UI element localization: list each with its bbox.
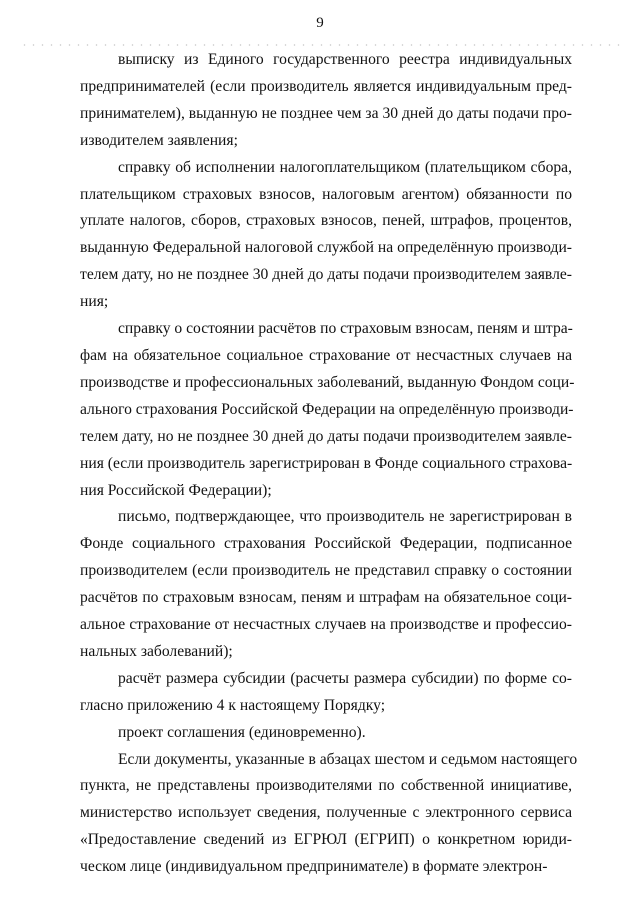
paragraph-line: альное страхование от несчастных случаев на производстве и профессио- xyxy=(80,616,572,634)
paragraph-line: ния Российской Федерации); xyxy=(80,481,272,499)
paragraph xyxy=(80,504,572,665)
paragraph xyxy=(80,747,578,882)
paragraph-line: ния (если производитель зарегистрирован в Фонде социального страхова- xyxy=(80,454,573,472)
paragraph-line: производстве и профессиональных заболеваний, выданную Фондом соци- xyxy=(80,373,575,391)
paragraph xyxy=(80,316,575,504)
paragraph xyxy=(80,47,572,155)
paragraph-line: письмо, подтверждающее, что производитель не зарегистрирован в xyxy=(118,508,572,526)
paragraph-line: производителем (если производитель не представил справку о состоянии xyxy=(80,562,572,580)
paragraph-line: Фонде социального страхования Российской Федерации, подписанное xyxy=(80,535,572,553)
paragraph xyxy=(80,666,572,720)
paragraph-line: телем дату, но не позднее 30 дней до даты подачи производителем заявле- xyxy=(80,266,572,284)
paragraph-line: нальных заболеваний); xyxy=(80,642,233,660)
paragraph-line: ния; xyxy=(80,293,109,311)
paragraph-line: телем дату, но не позднее 30 дней до даты подачи производителем заявле- xyxy=(80,427,572,445)
paragraph-line: Если документы, указанные в абзацах шестом и седьмом настоящего xyxy=(118,750,578,768)
scan-artifact-dots xyxy=(20,44,620,46)
paragraph-line: предпринимателей (если производитель является индивидуальным пред- xyxy=(80,77,572,95)
paragraph-line: уплате налогов, сборов, страховых взносов, пеней, штрафов, процентов, xyxy=(80,212,572,230)
paragraph xyxy=(80,720,572,747)
paragraph-line: принимателем), выданную не позднее чем за 30 дней до даты подачи про- xyxy=(80,104,572,122)
paragraph-line: пункта, не представлены производителями по собственной инициативе, xyxy=(80,777,572,795)
paragraph-line: изводителем заявления; xyxy=(80,131,238,149)
paragraph xyxy=(80,155,572,316)
paragraph-line: министерство использует сведения, полученные с электронного сервиса xyxy=(80,804,572,822)
paragraph-line: расчёт размера субсидии (расчеты размера субсидии) по форме со- xyxy=(118,669,572,687)
paragraph-line: справку о состоянии расчётов по страховым взносам, пеням и штра- xyxy=(118,320,573,338)
page-number: 9 xyxy=(316,15,324,31)
paragraph-line: гласно приложению 4 к настоящему Порядку; xyxy=(80,696,386,714)
paragraph-line: справку об исполнении налогоплательщиком (плательщиком сбора, xyxy=(118,158,572,176)
paragraph-line: расчётов по страховым взносам, пеням и штрафам на обязательное соци- xyxy=(80,589,572,607)
document-body xyxy=(80,47,578,881)
paragraph-line: выданную Федеральной налоговой службой на определённую производи- xyxy=(80,239,572,257)
paragraph-line: проект соглашения (единовременно). xyxy=(118,723,366,741)
paragraph-line: ческом лице (индивидуальном предпринимателе) в формате электрон- xyxy=(80,858,548,876)
paragraph-line: ального страхования Российской Федерации на определённую производи- xyxy=(80,400,574,418)
paragraph-line: фам на обязательное социальное страхование от несчастных случаев на xyxy=(80,346,572,364)
paragraph-line: плательщиком страховых взносов, налоговым агентом) обязанности по xyxy=(80,185,572,203)
paragraph-line: выписку из Единого государственного реестра индивидуальных xyxy=(118,51,572,68)
paragraph-line: «Предоставление сведений из ЕГРЮЛ (ЕГРИП) о конкретном юриди- xyxy=(80,831,572,849)
